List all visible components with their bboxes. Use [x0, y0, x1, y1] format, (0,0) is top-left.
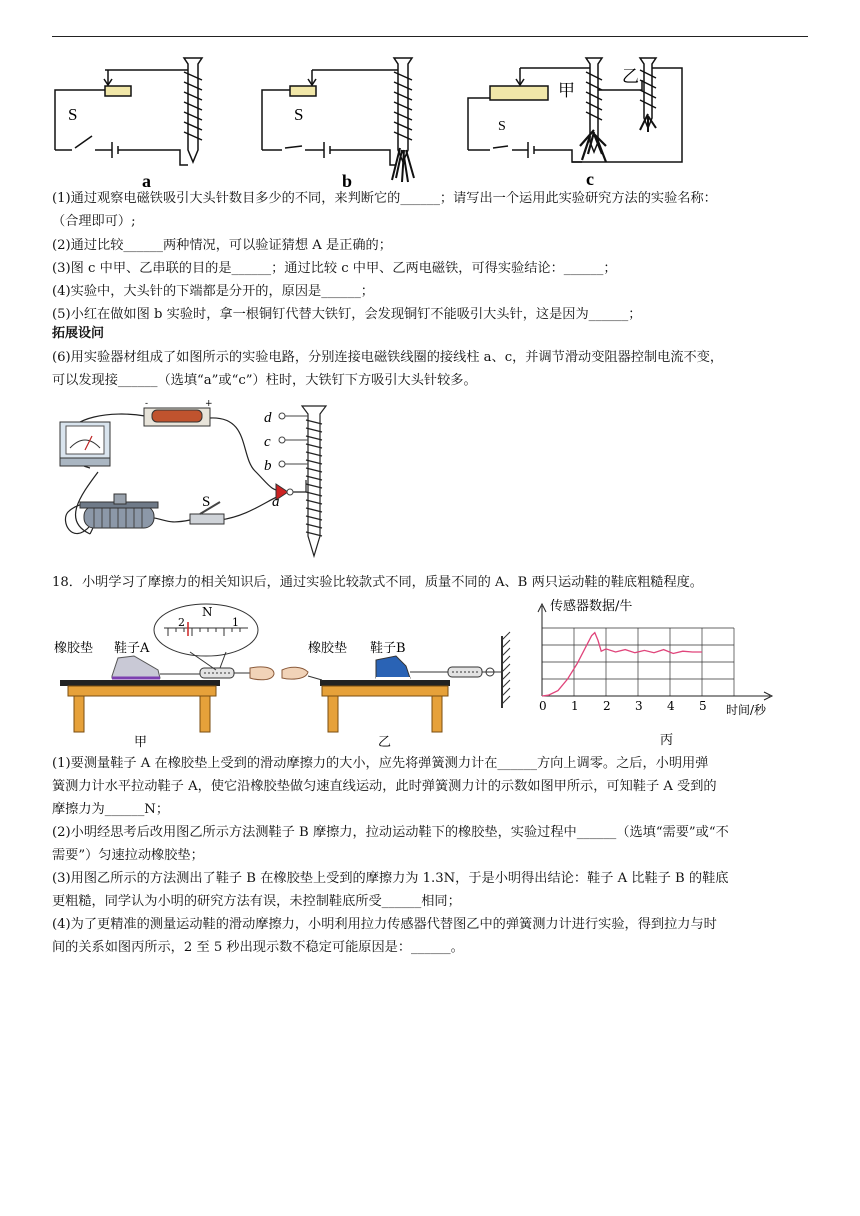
- caption-a: a: [142, 171, 151, 190]
- circuit-switch-label: S: [202, 494, 211, 510]
- magnet-yi-label: 乙: [622, 67, 639, 87]
- circuit-figure: [50, 396, 350, 562]
- sensor-series-line: [542, 633, 702, 696]
- shoe-a-label: 鞋子A: [114, 641, 150, 656]
- q17-line-2: （合理即可）;: [52, 214, 136, 229]
- electromagnet-figure: [50, 50, 690, 190]
- top-rule: [52, 36, 808, 37]
- battery-pos: +: [205, 399, 213, 409]
- shoe-b-label: 鞋子B: [370, 641, 406, 656]
- terminal-d: d: [264, 410, 272, 426]
- q17-line-5: (4)实验中，大头针的下端都是分开的，原因是______；: [52, 284, 374, 299]
- sensor-chart: [528, 590, 788, 750]
- terminal-c: c: [264, 434, 271, 450]
- q18-line-4: (2)小明经思考后改用图乙所示方法测鞋子 B 摩擦力，拉动运动鞋下的橡胶垫，实验过程中______（选填“需要”或“不: [52, 825, 729, 840]
- chart-x-tick: 5: [699, 699, 707, 713]
- q17-line-1: (1)通过观察电磁铁吸引大头针数目多少的不同，来判断它的______；请写出一个运用此实验研究方法的实验名称：: [52, 191, 717, 206]
- battery-neg: -: [145, 399, 149, 409]
- gauge-unit: N: [202, 605, 213, 619]
- q18-line-6: (3)用图乙所示的方法测出了鞋子 B 在橡胶垫上受到的摩擦力为 1.3N，于是小明得出结论：鞋子 A 比鞋子 B 的鞋底: [52, 871, 729, 886]
- switch-label-b: S: [294, 105, 304, 124]
- q18-line-1: (1)要测量鞋子 A 在橡胶垫上受到的滑动摩擦力的大小，应先将弹簧测力计在______方向上调零。之后，小明用弹: [52, 756, 709, 771]
- gauge-tick-2: 2: [178, 616, 185, 629]
- chart-x-tick: 0: [539, 699, 547, 713]
- q18-line-7: 更粗糙，同学认为小明的研究方法有误，未控制鞋底所受______相同；: [52, 894, 461, 909]
- magnet-jia-label: 甲: [558, 81, 575, 101]
- q17-line-4: (3)图 c 中甲、乙串联的目的是______；通过比较 c 中甲、乙两电磁铁，可得实验结论：______；: [52, 261, 617, 276]
- caption-jia: 甲: [134, 735, 148, 750]
- q18-line-3: 摩擦力为______N；: [52, 802, 170, 817]
- chart-x-tick: 3: [635, 699, 643, 713]
- q17-line-3: (2)通过比较______两种情况，可以验证猜想 A 是正确的；: [52, 238, 392, 253]
- switch-label-a: S: [68, 105, 78, 124]
- q18-line-9: 间的关系如图丙所示，2 至 5 秒出现示数不稳定可能原因是：______。: [52, 940, 464, 955]
- q6-line-1: (6)用实验器材组成了如图所示的实验电路，分别连接电磁铁线圈的接线柱 a、c，并调节滑动变阻器控制电流不变，: [52, 350, 724, 365]
- terminal-b: b: [264, 458, 272, 474]
- chart-caption: 丙: [660, 733, 674, 748]
- chart-xlabel: 时间/秒: [726, 703, 767, 717]
- chart-x-tick: 2: [603, 699, 611, 713]
- chart-x-tick: 4: [667, 699, 675, 713]
- q17-line-6: (5)小红在做如图 b 实验时，拿一根铜钉代替大铁钉，会发现铜钉不能吸引大头针，这是因为______；: [52, 307, 642, 322]
- q18-line-8: (4)为了更精准的测量运动鞋的滑动摩擦力，小明利用拉力传感器代替图乙中的弹簧测力计进行实验，得到拉力与时: [52, 917, 717, 932]
- pad-label-jia: 橡胶垫: [54, 641, 94, 656]
- pad-label-yi: 橡胶垫: [308, 641, 348, 656]
- switch-label-c: S: [498, 119, 506, 134]
- q6-line-2: 可以发现接______（选填“a”或“c”）柱时，大铁钉下方吸引大头针较多。: [52, 373, 477, 388]
- gauge-tick-1: 1: [232, 616, 239, 629]
- caption-b: b: [342, 171, 353, 190]
- q18-line-5: 需要”）匀速拉动橡胶垫；: [52, 848, 204, 863]
- extension-heading: 拓展设问: [52, 326, 105, 341]
- terminal-a: a: [272, 494, 280, 510]
- friction-figure: [50, 596, 520, 750]
- chart-x-tick: 1: [571, 699, 579, 713]
- caption-yi: 乙: [378, 735, 392, 750]
- chart-ylabel: 传感器数据/牛: [550, 599, 633, 614]
- q18-intro: 18．小明学习了摩擦力的相关知识后，通过实验比较款式不同，质量不同的 A、B 两只运动鞋的鞋底粗糙程度。: [52, 575, 703, 590]
- q18-line-2: 簧测力计水平拉动鞋子 A，使它沿橡胶垫做匀速直线运动，此时弹簧测力计的示数如图甲所示，可知鞋子 A 受到的: [52, 779, 717, 794]
- caption-c: c: [586, 169, 594, 189]
